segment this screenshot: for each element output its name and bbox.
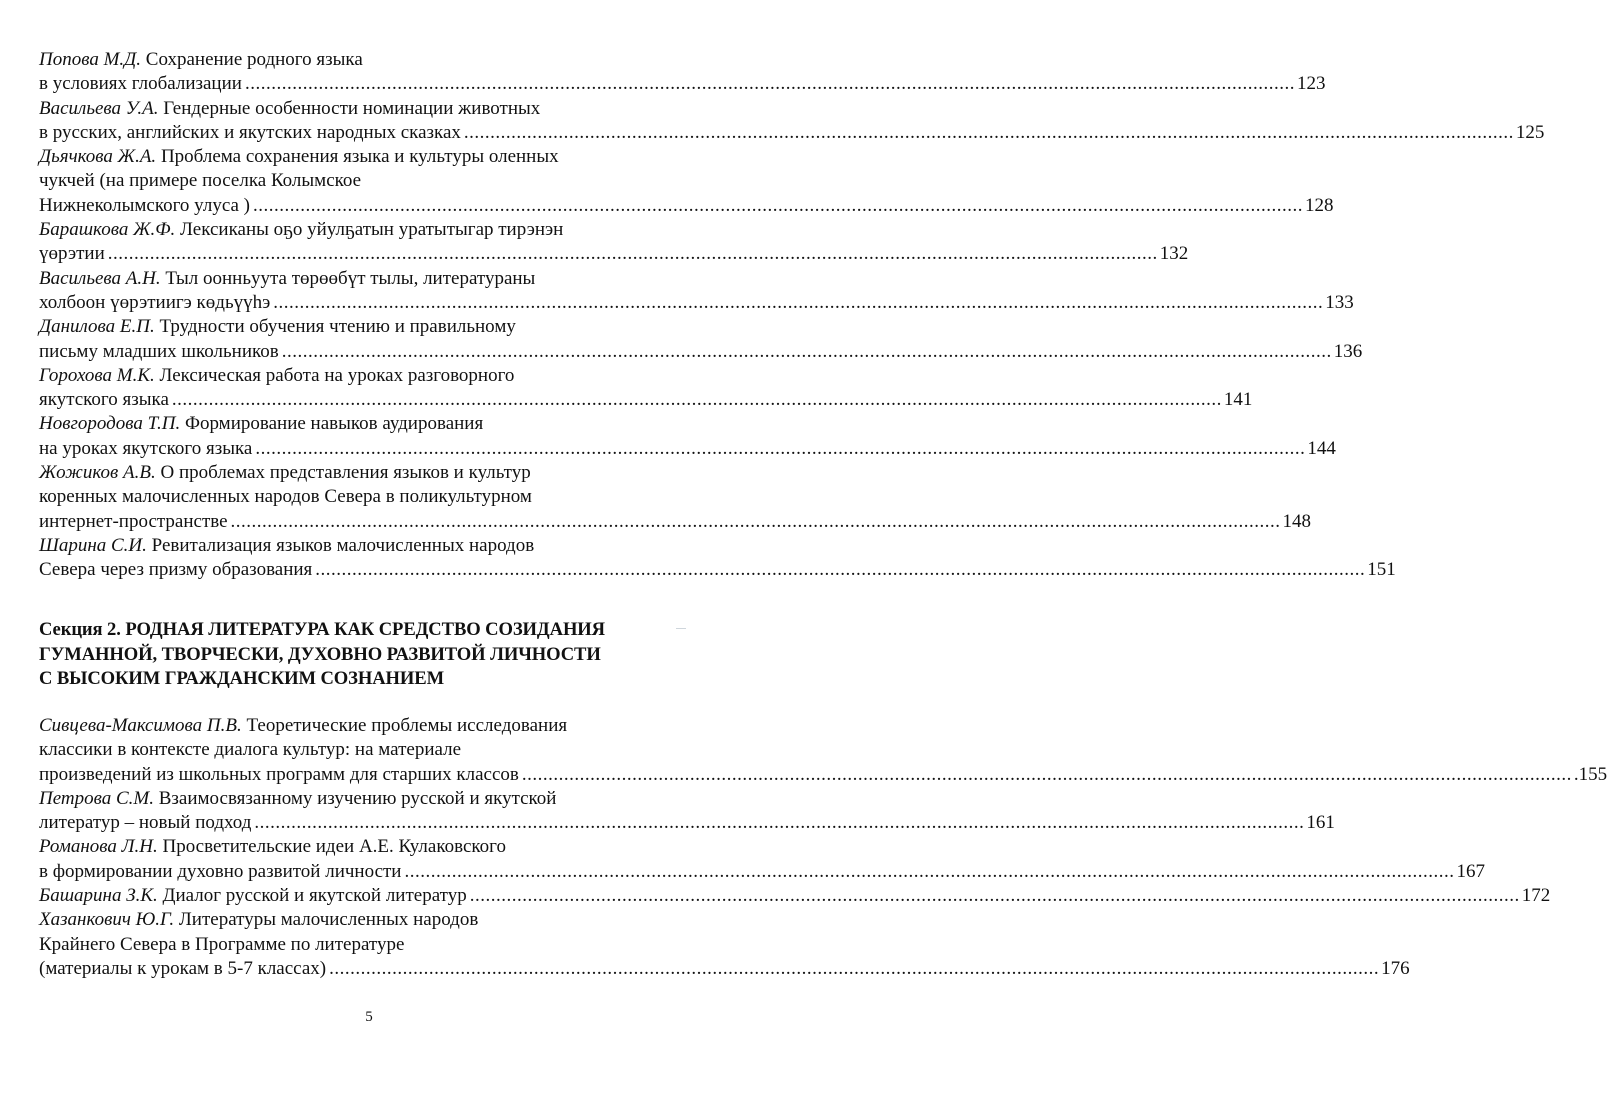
toc-entry-title: Лексиканы оҕо уйулҕатын уратытыгар тирэнэн (180, 219, 564, 241)
toc-entry-author: Данилова Е.П. (39, 316, 155, 338)
dot-leader: ........................................................................................................................................................................................................ (244, 73, 1295, 95)
toc-entry-title: в русских, английских и якутских народных сказках (39, 121, 461, 143)
toc-entry-author: Попова М.Д. (39, 49, 142, 70)
toc-entry-title: Тыл оонньуута төрөөбүт тылы, литератураны (165, 267, 536, 289)
toc-entry-title: Сохранение родного языка (145, 49, 363, 70)
toc-entry-line (39, 145, 655, 169)
toc-entry-line (39, 291, 1354, 315)
toc-entry (39, 835, 1485, 884)
toc-entry-line (39, 218, 655, 242)
toc-entry-text (39, 763, 519, 787)
toc-entry-line (39, 908, 655, 932)
toc-entry-line (39, 364, 655, 388)
toc-entry-line (39, 558, 1396, 582)
dot-leader: ........................................................................................................................................................................................................ (107, 243, 1158, 265)
toc-entry (39, 787, 1335, 836)
toc-entry-title: О проблемах представления языков и культур (160, 462, 531, 484)
toc-entry-author: Башарина З.К. (39, 885, 158, 907)
dot-leader: ........................................................................................................................................................................................................ (273, 291, 1324, 313)
toc-entry-page: .155 (1573, 763, 1607, 785)
page-number: 5 (365, 1009, 373, 1025)
toc-entry-page: 123 (1296, 73, 1326, 95)
toc-entry (39, 412, 1336, 461)
dot-leader: ........................................................................................................................................................................................................ (254, 812, 1305, 834)
toc-entry-title: Теоретические проблемы исследования (246, 715, 568, 736)
toc-entry-page: 161 (1306, 812, 1335, 834)
toc-entry-line (39, 169, 655, 193)
toc-entry (39, 218, 1189, 267)
toc-entry-page: 125 (1515, 121, 1545, 143)
toc-entry-line (39, 787, 655, 811)
toc-entry-line (39, 461, 655, 485)
toc-entry-line (39, 811, 1335, 835)
toc-entry-author: Барашкова Ж.Ф. (39, 219, 176, 241)
toc-entry-text (39, 884, 467, 908)
toc-entry-text (39, 957, 326, 981)
toc-entry-title: Литературы малочисленных народов (178, 909, 479, 931)
toc-entry-line (39, 48, 655, 72)
toc-entry-line (39, 388, 1253, 412)
toc-entry (39, 534, 1396, 583)
toc-entry (39, 714, 1607, 787)
dot-leader: ........................................................................................................................................................................................................ (404, 860, 1455, 882)
toc-entry-line (39, 534, 655, 558)
toc-entry-title: Просветительские идеи А.Е. Кулаковского (162, 836, 506, 858)
dot-leader: ........................................................................................................................................................................................................ (253, 194, 1303, 216)
toc-entry-line (39, 933, 655, 957)
toc-entry-title: Диалог русской и якутской литератур (162, 885, 467, 907)
toc-entry-page: 144 (1307, 437, 1336, 459)
toc-entry-title: Нижнеколымского улуса ) (39, 194, 250, 216)
toc-entry-page: 167 (1456, 860, 1485, 882)
toc-entry-title: произведений из школьных программ для старших классов (39, 763, 519, 785)
toc-entry-line (39, 835, 655, 859)
toc-entry-line (39, 510, 1312, 534)
toc-entry-title: үөрэтии (39, 243, 105, 265)
toc-entry-page: 151 (1367, 559, 1396, 581)
dot-leader: ........................................................................................................................................................................................................ (521, 763, 1572, 785)
dot-leader: ........................................................................................................................................................................................................ (329, 957, 1380, 979)
toc-entry-line (39, 738, 655, 762)
toc-entry-line (39, 860, 1485, 884)
toc-entry-title: письму младших школьников (39, 340, 279, 362)
toc-list-part-2 (39, 714, 1607, 981)
toc-entry-text (39, 121, 461, 145)
toc-entry-title: (материалы к урокам в 5-7 классах) (39, 957, 327, 979)
toc-entry-line (39, 957, 1410, 981)
toc-entry-line (39, 315, 655, 339)
toc-entry-line (39, 121, 1545, 145)
toc-entry-line (39, 763, 1607, 787)
toc-entry-line (39, 242, 1189, 266)
toc-entry-page: 128 (1305, 194, 1334, 216)
toc-entry-text (39, 194, 250, 218)
toc-entry-author: Новгородова Т.П. (39, 413, 181, 435)
toc-entry-title: Севера через призму образования (39, 559, 313, 581)
toc-entry-title: Формирование навыков аудирования (184, 413, 484, 435)
toc-entry-author: Романова Л.Н. (39, 836, 158, 858)
toc-entry-text (39, 242, 105, 266)
dot-leader: ........................................................................................................................................................................................................ (315, 559, 1366, 581)
toc-entry-text (39, 72, 242, 96)
toc-entry-page: 136 (1333, 340, 1363, 362)
section-heading-line: Секция 2. РОДНАЯ ЛИТЕРАТУРА КАК СРЕДСТВО СОЗИДАНИЯ (39, 619, 605, 640)
toc-entry-page: 133 (1325, 291, 1354, 313)
toc-entry-author: Петрова С.М. (39, 787, 154, 809)
toc-entry (39, 884, 1551, 908)
toc-entry-line (39, 437, 1336, 461)
dot-leader: ........................................................................................................................................................................................................ (171, 389, 1222, 411)
toc-entry-title: классики в контексте диалога культур: на материале (39, 739, 462, 761)
toc-entry-title: Гендерные особенности номинации животных (163, 97, 541, 119)
toc-entry-title: Ревитализация языков малочисленных народов (151, 534, 535, 556)
toc-list-part-1 (39, 48, 1545, 583)
toc-entry-text (39, 388, 169, 412)
toc-entry-page: 141 (1223, 389, 1253, 411)
toc-entry-title: чукчей (на примере поселка Колымское (39, 170, 362, 192)
toc-entry-title: Лексическая работа на уроках разговорного (159, 364, 515, 386)
dot-leader: ........................................................................................................................................................................................................ (281, 340, 1332, 362)
toc-entry-author: Горохова М.К. (39, 364, 155, 386)
toc-entry-title: Крайнего Севера в Программе по литературе (39, 933, 405, 955)
toc-entry-title: в формировании духовно развитой личности (39, 860, 402, 882)
toc-entry-title: Проблема сохранения языка и культуры оленных (160, 146, 559, 168)
toc-entry-text (39, 340, 279, 364)
toc-entry-title: в условиях глобализации (39, 73, 242, 95)
toc-entry-text (39, 291, 270, 315)
toc-entry-title: интернет-пространстве (39, 510, 228, 532)
toc-entry (39, 48, 1326, 97)
toc-entry-author: Шарина С.И. (39, 534, 147, 556)
toc-entry-author: Васильева А.Н. (39, 267, 161, 289)
toc-entry-author: Хазанкович Ю.Г. (39, 909, 175, 931)
toc-entry-title: якутского языка (39, 389, 169, 411)
toc-entry-page: 132 (1159, 243, 1189, 265)
toc-entry-line (39, 485, 655, 509)
toc-entry-line (39, 72, 1326, 96)
section-heading-line: С ВЫСОКИМ ГРАЖДАНСКИМ СОЗНАНИЕМ (39, 668, 445, 689)
toc-entry (39, 461, 1312, 534)
scan-artifact (676, 628, 686, 629)
toc-entry-line (39, 884, 1551, 908)
dot-leader: ........................................................................................................................................................................................................ (230, 510, 1281, 532)
toc-entry-author: Васильева У.А. (39, 97, 159, 119)
toc-entry (39, 267, 1354, 316)
toc-entry-title: литератур – новый подход (39, 812, 252, 834)
dot-leader: ........................................................................................................................................................................................................ (255, 437, 1306, 459)
toc-entry-text (39, 860, 401, 884)
dot-leader: ........................................................................................................................................................................................................ (469, 885, 1520, 907)
toc-entry-title: на уроках якутского языка (39, 437, 253, 459)
toc-entry-title: Взаимосвязанному изучению русской и якутской (158, 787, 557, 809)
toc-entry-text (39, 811, 251, 835)
toc-entry (39, 908, 1410, 981)
section-heading-line: ГУМАННОЙ, ТВОРЧЕСКИ, ДУХОВНО РАЗВИТОЙ ЛИЧНОСТИ (39, 643, 601, 665)
toc-entry-title: Трудности обучения чтению и правильному (159, 316, 516, 338)
toc-entry-line (39, 97, 655, 121)
toc-entry (39, 97, 1545, 146)
toc-entry-line (39, 267, 655, 291)
toc-entry (39, 145, 1334, 218)
toc-entry-line (39, 412, 655, 436)
toc-entry-page: 148 (1282, 510, 1312, 532)
toc-entry-page: 176 (1381, 957, 1410, 979)
dot-leader: ........................................................................................................................................................................................................ (463, 121, 1514, 143)
toc-entry-author: Дьячкова Ж.А. (39, 146, 157, 168)
toc-entry (39, 315, 1363, 364)
toc-entry-text (39, 510, 228, 534)
toc-entry-line (39, 194, 1334, 218)
toc-entry-author: Жожиков А.В. (39, 462, 156, 484)
toc-entry-line (39, 340, 1363, 364)
toc-entry-title: холбоон үөрэтиигэ көдьүүһэ (39, 291, 271, 313)
toc-entry-author: Сивцева-Максимова П.В. (39, 715, 242, 736)
toc-entry-text (39, 437, 252, 461)
section-2-heading (39, 618, 679, 692)
toc-entry-text (39, 558, 312, 582)
toc-entry-page: 172 (1521, 885, 1551, 907)
toc-entry (39, 364, 1253, 413)
toc-entry-line (39, 714, 655, 738)
toc-entry-title: коренных малочисленных народов Севера в поликультурном (39, 486, 532, 508)
